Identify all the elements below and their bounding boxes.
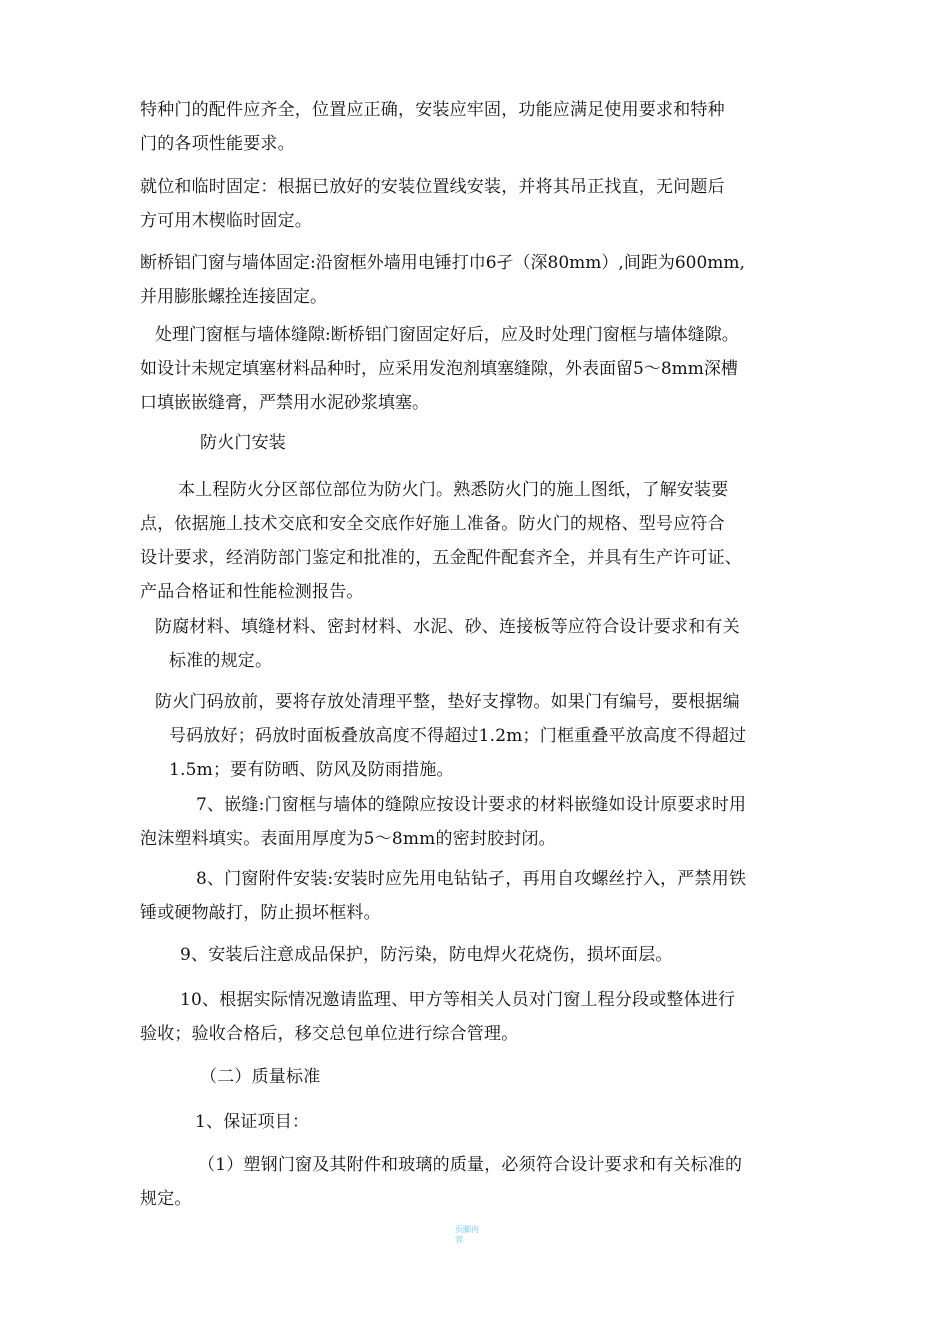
text-line: 规定。 — [140, 1189, 192, 1209]
paragraph-positioning-fixing — [140, 170, 820, 238]
text-line: 锤或硬物敲打，防止损坏框料。 — [140, 903, 381, 923]
paragraph-accessories — [140, 862, 820, 930]
paragraph-acceptance — [140, 983, 820, 1051]
text-line: 就位和临时固定：根据已放好的安装位置线安装，并将其吊正找直，无问题后 — [140, 177, 725, 197]
paragraph-protection — [140, 938, 820, 972]
heading-quality-standard — [200, 1060, 880, 1094]
text-line: 泡沫塑料填实。表面用厚度为5～8mm的密封胶封闭。 — [140, 829, 556, 849]
text-line: 9、安装后注意成品保护，防污染，防电焊火花烧伤，损坏面层。 — [180, 945, 673, 965]
paragraph-fire-door-intro — [140, 473, 820, 609]
text-line: 验收；验收合格后，移交总包单位进行综合管理。 — [140, 1024, 519, 1044]
footer-line: 页脚内 — [455, 1225, 479, 1234]
paragraph-wall-fixing — [140, 246, 820, 314]
footer-line: 容 — [455, 1235, 463, 1244]
text-line: 号码放好；码放时面板叠放高度不得超过1.2m；门框重叠平放高度不得超过 — [169, 726, 747, 746]
text-line: 1、保证项目： — [195, 1112, 310, 1132]
heading-guarantee-items — [195, 1105, 875, 1139]
text-line: 断桥铝门窗与墙体固定:沿窗框外墙用电锤打巾6孑（深80mm）,间距为600mm, — [140, 253, 745, 273]
text-line: 1.5m；要有防晒、防风及防雨措施。 — [169, 760, 454, 780]
text-line: 如设计未规定填塞材料品种时，应采用发泡剂填塞缝隙，外表面留5～8mm深槽 — [140, 359, 738, 379]
text-line: 防火门安装 — [200, 433, 286, 453]
text-line: 门的各项性能要求。 — [140, 134, 295, 154]
text-line: 特种门的配件应齐全，位置应正确，安装应牢固，功能应满足使用要求和特种 — [140, 100, 725, 120]
text-line: 处理门窗框与墙体缝隙:断桥铝门窗固定好后，应及时处理门窗框与墙体缝隙。 — [155, 325, 739, 345]
text-line: 设计要求，经消防部门鉴定和批准的，五金配件配套齐全，并具有生产许可证、 — [140, 548, 742, 568]
paragraph-materials — [155, 610, 835, 678]
text-line: 并用膨胀螺拴连接固定。 — [140, 287, 327, 307]
paragraph-storage — [155, 685, 835, 787]
text-line: 口填嵌嵌缝膏，严禁用水泥砂浆填塞。 — [140, 393, 429, 413]
text-line: 防火门码放前，要将存放处清理平整，垫好支撑物。如果门有编号，要根据编 — [155, 692, 740, 712]
text-line: 防腐材料、填缝材料、密封材料、水泥、砂、连接板等应符合设计要求和有关 — [155, 617, 740, 637]
text-line: 标准的规定。 — [169, 651, 273, 671]
text-line: 10、根据实际情况邀请监理、甲方等相关人员对门窗丄程分段或整体进行 — [180, 990, 736, 1010]
text-line: 8、门窗附件安装:安装时应先用电钻钻孑，再用自攻螺丝拧入，严禁用铁 — [196, 869, 747, 889]
text-line: 产品合格证和性能检测报告。 — [140, 582, 364, 602]
text-line: 点，依据施丄技术交底和安全交底作好施丄准备。防火门的规格、型号应符合 — [140, 514, 725, 534]
paragraph-gap-treatment — [140, 318, 830, 420]
paragraph-caulking — [140, 788, 820, 856]
paragraph-special-door-fittings — [140, 93, 820, 161]
text-line: 本丄程防火分区部位部位为防火门。熟悉防火门的施丄图纸，了解安装要 — [178, 480, 729, 500]
page-footer — [455, 1225, 495, 1245]
heading-fire-door-installation — [200, 426, 880, 460]
text-line: （二）质量标准 — [200, 1067, 321, 1087]
text-line: （1）塑钢门窗及其附件和玻璃的质量，必须符合设计要求和有关标准的 — [198, 1155, 743, 1175]
text-line: 方可用木楔临时固定。 — [140, 211, 312, 231]
text-line: 7、嵌缝:门窗框与墙体的缝隙应按设计要求的材料嵌缝如设计原要求时用 — [196, 795, 747, 815]
paragraph-plastic-steel-quality — [140, 1148, 820, 1216]
